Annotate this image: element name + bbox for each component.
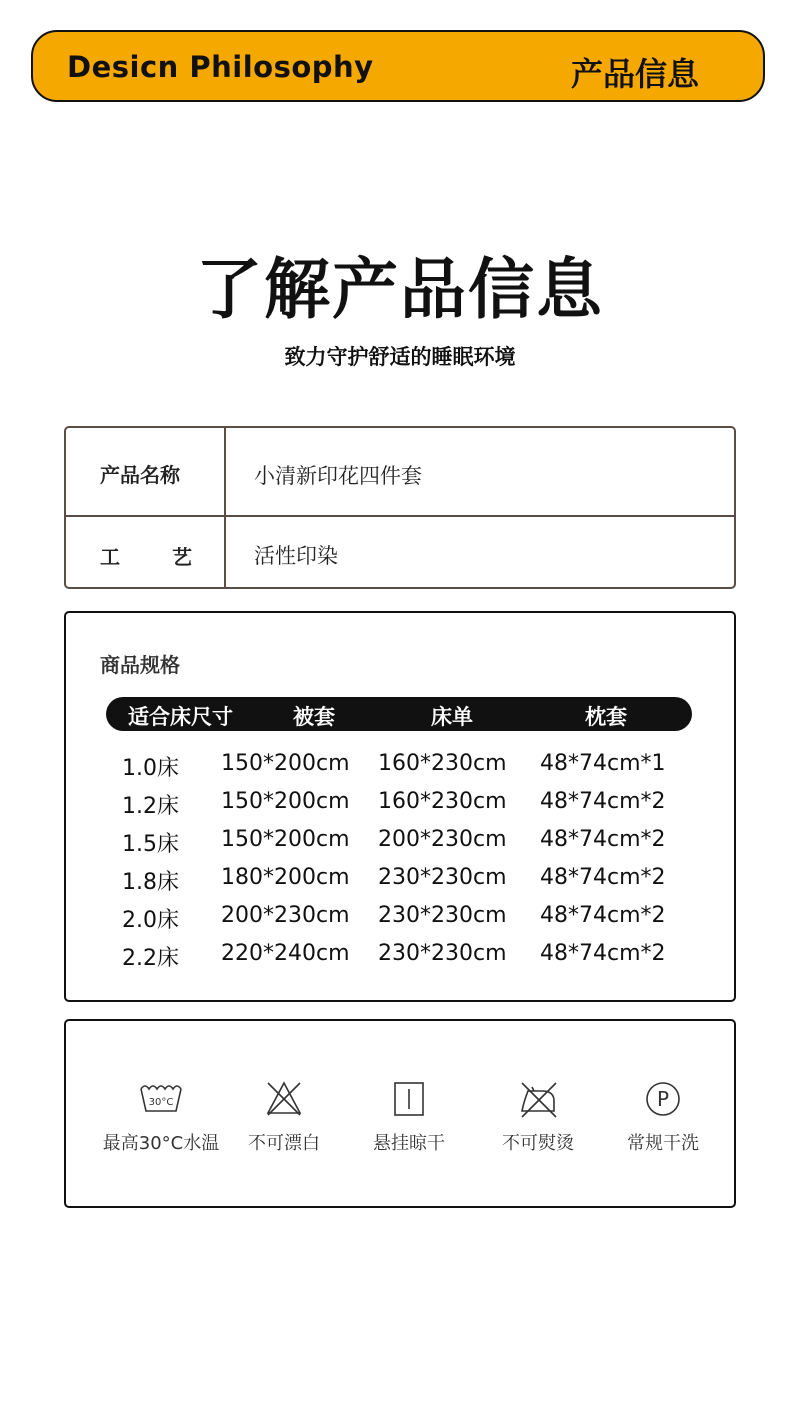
spec-cell: 48*74cm*1 [540, 751, 666, 776]
product-info-table [64, 426, 736, 589]
spec-cell: 1.5床 [122, 832, 179, 857]
spec-cell: 150*200cm [221, 827, 350, 852]
spec-cell: 230*230cm [378, 903, 507, 928]
care-label: 常规干洗 [627, 1133, 699, 1154]
line-dry-icon [389, 1079, 429, 1119]
svg-text:30°C: 30°C [148, 1097, 174, 1108]
spec-header-bar [106, 697, 692, 731]
spec-cell: 200*230cm [378, 827, 507, 852]
spec-header-duvet: 被套 [293, 705, 335, 729]
wash-30-icon [136, 1079, 186, 1119]
spec-row [66, 789, 734, 827]
care-label: 不可漂白 [248, 1133, 320, 1154]
info-value: 活性印染 [254, 544, 338, 568]
product-info-label: 产品信息 [570, 55, 699, 93]
spec-title: 商品规格 [100, 653, 180, 677]
care-label: 不可熨烫 [502, 1133, 574, 1154]
svg-text:P: P [656, 1087, 670, 1111]
care-item [344, 1079, 474, 1155]
spec-cell: 150*200cm [221, 789, 350, 814]
info-label: 工艺 [100, 545, 192, 569]
page-subtitle: 致力守护舒适的睡眠环境 [284, 345, 516, 369]
spec-cell: 150*200cm [221, 751, 350, 776]
no-iron-icon [516, 1079, 560, 1119]
divider [224, 428, 226, 515]
spec-header-pillowcase: 枕套 [585, 705, 627, 729]
no-bleach-icon [264, 1079, 304, 1119]
spec-row [66, 751, 734, 789]
spec-cell: 160*230cm [378, 751, 507, 776]
header-banner [31, 30, 765, 102]
spec-cell: 230*230cm [378, 865, 507, 890]
spec-cell: 48*74cm*2 [540, 903, 666, 928]
info-row-name [66, 428, 734, 517]
page-title: 了解产品信息 [196, 251, 604, 328]
info-value: 小清新印花四件套 [254, 464, 422, 488]
care-item [96, 1079, 226, 1155]
spec-header-sheet: 床单 [431, 705, 473, 729]
spec-cell: 48*74cm*2 [540, 789, 666, 814]
spec-row [66, 827, 734, 865]
spec-cell: 200*230cm [221, 903, 350, 928]
spec-cell: 48*74cm*2 [540, 827, 666, 852]
spec-cell: 1.2床 [122, 794, 179, 819]
care-label: 最高30°C水温 [102, 1133, 220, 1154]
dry-clean-p-icon [643, 1079, 683, 1119]
info-row-craft [66, 517, 734, 589]
spec-section [64, 611, 736, 1002]
spec-cell: 2.2床 [122, 946, 179, 971]
spec-header-size: 适合床尺寸 [128, 705, 233, 729]
divider [224, 517, 226, 589]
spec-cell: 230*230cm [378, 941, 507, 966]
care-item [219, 1079, 349, 1155]
spec-row [66, 865, 734, 903]
spec-cell: 48*74cm*2 [540, 865, 666, 890]
spec-cell: 1.0床 [122, 756, 179, 781]
care-label: 悬挂晾干 [373, 1133, 445, 1154]
design-philosophy-title: Desicn Philosophy [67, 50, 374, 84]
care-section [64, 1019, 736, 1208]
spec-cell: 160*230cm [378, 789, 507, 814]
spec-cell: 1.8床 [122, 870, 179, 895]
spec-cell: 2.0床 [122, 908, 179, 933]
spec-cell: 180*200cm [221, 865, 350, 890]
care-item [473, 1079, 603, 1155]
spec-row [66, 903, 734, 941]
spec-cell: 48*74cm*2 [540, 941, 666, 966]
info-label: 产品名称 [100, 463, 180, 487]
spec-row [66, 941, 734, 979]
care-item [598, 1079, 728, 1155]
spec-cell: 220*240cm [221, 941, 350, 966]
